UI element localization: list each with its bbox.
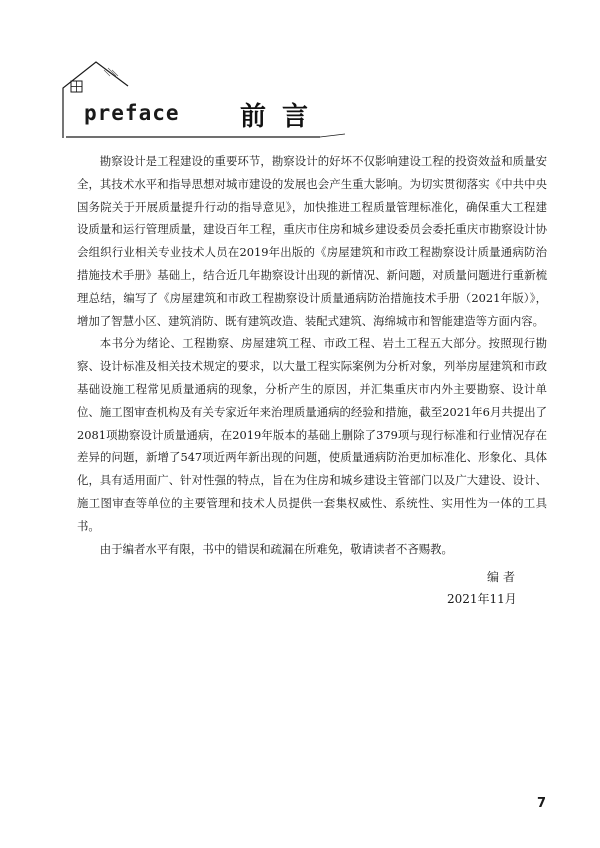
- page-title: 前言: [240, 102, 325, 132]
- paragraph: 本书分为绪论、工程勘察、房屋建筑工程、市政工程、岩土工程五大部分。按照现行勘察、设计标准及相关技术规定的要求，以大量工程实际案例为分析对象，列举房屋建筑和市政基础设施工程常见质量通病的现象，分析产生的原因，并汇集重庆市内外主要勘察、设计单位、施工图审查机构及有关专家近年来治理质量通病的经验和措施，截至2021年6月共提出了2081项勘察设计质量通病，在2019年版本的基础上删除了379项与现行标准和行业情况存在差异的问题，新增了547项近两年新出现的问题，使质量通病防治更加标准化、形象化、具体化，具有适用面广、针对性强的特点，旨在为住房和城乡建设主管部门以及广大建设、设计、施工图审查等单位的主要管理和技术人员提供一套集权威性、系统性、实用性为一体的工具书。: [77, 336, 547, 533]
- signature-date: 2021年11月: [447, 592, 517, 606]
- paragraph: 勘察设计是工程建设的重要环节，勘察设计的好坏不仅影响建设工程的投资效益和质量安全，其技术水平和指导思想对城市建设的发展也会产生重大影响。为切实贯彻落实《中共中央 国务院关于开展质量提升行动的指导意见》，加快推进工程质量管理标准化，确保重大工程建设质量和运行管理质量，建设百年工程，重庆市住房和城乡建设委员会委托重庆市勘察设计协会组织行业相关专业技术人员在2019年出版的《房屋建筑和市政工程勘察设计质量通病防治措施技术手册》基础上，结合近几年勘察设计出现的新情况、新问题，对质量问题进行重新梳理总结，编写了《房屋建筑和市政工程勘察设计质量通病防治措施技术手册（2021年版）》，增加了智慧小区、建筑消防、既有建筑改造、装配式建筑、海绵城市和智能建造等方面内容。: [77, 154, 547, 328]
- preface-label: preface: [84, 101, 180, 125]
- house-outline-icon: [0, 0, 600, 160]
- paragraph: 由于编者水平有限，书中的错误和疏漏在所难免，敬请读者不吝赐教。: [99, 541, 453, 556]
- signature-author: 编者: [487, 570, 520, 584]
- page-number: 7: [537, 796, 547, 811]
- preface-body: [77, 150, 547, 560]
